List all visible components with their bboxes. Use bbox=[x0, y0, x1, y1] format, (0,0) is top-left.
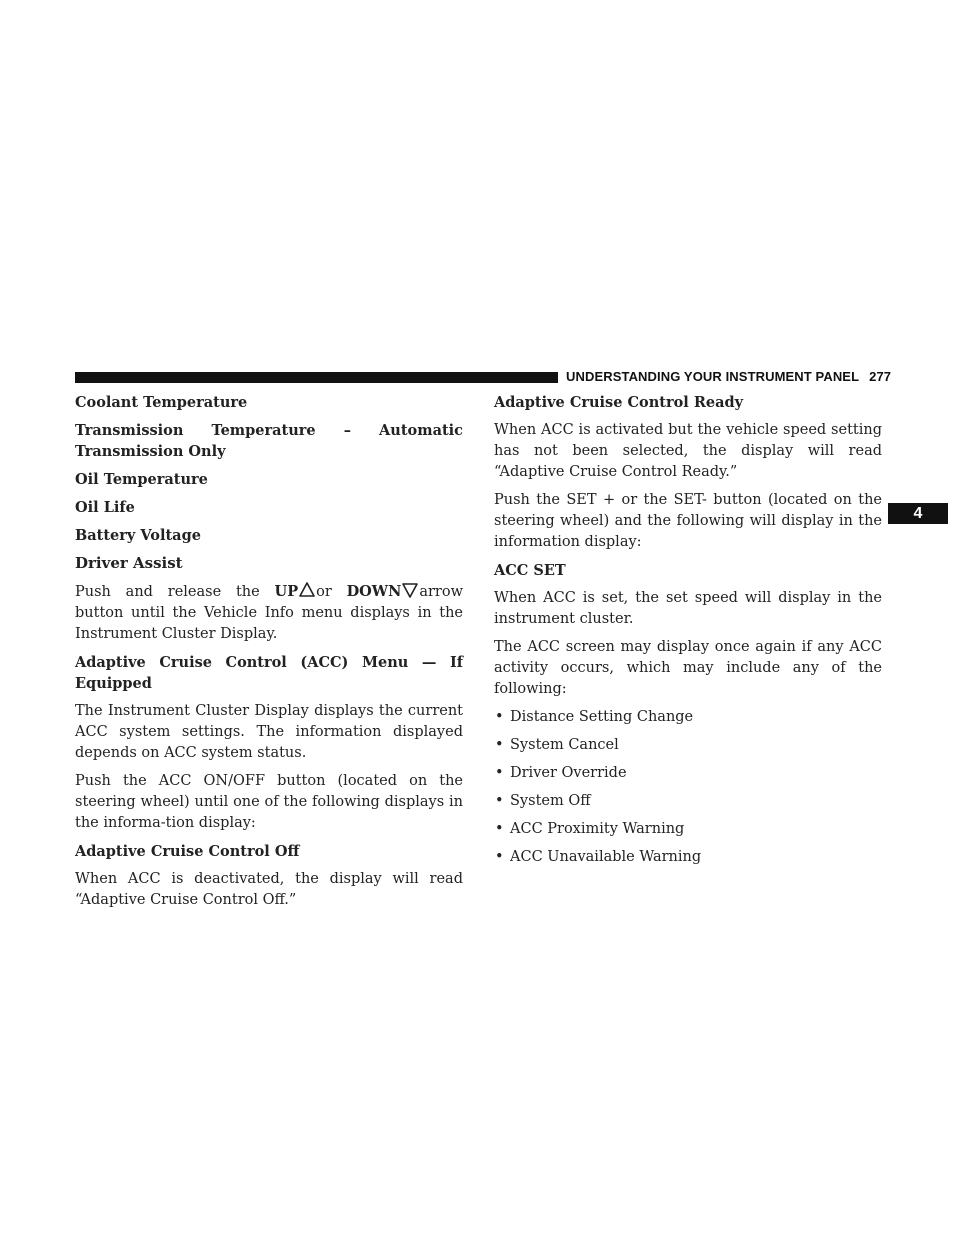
running-header bbox=[566, 369, 891, 384]
acc-ready-text: When ACC is activated but the vehicle speed setting has not been selected, the display will read “Adaptive Cruise Control Ready.” bbox=[494, 422, 882, 480]
list-item-text: Distance Setting Change bbox=[510, 709, 694, 725]
acc-menu-heading: Adaptive Cruise Control (ACC) Menu — If Equipped bbox=[75, 654, 463, 692]
driver-assist-heading: Driver Assist bbox=[75, 554, 183, 572]
chapter-tab: 4 bbox=[888, 503, 948, 524]
push-rest: arrow button until the Vehicle Info menu displays in the Instrument Cluster Display. bbox=[75, 584, 463, 642]
up-arrow-outline-icon bbox=[298, 581, 316, 599]
bullet: • bbox=[495, 849, 504, 865]
list-item bbox=[494, 791, 882, 812]
acc-activity-list bbox=[494, 707, 882, 868]
push-intro: Push and release the bbox=[75, 584, 260, 600]
transmission-heading: Transmission Temperature – Automatic Transmission Only bbox=[75, 422, 463, 460]
battery-heading: Battery Voltage bbox=[75, 527, 201, 544]
or-word: or bbox=[316, 584, 332, 600]
bullet: • bbox=[495, 765, 504, 781]
acc-menu-text: The Instrument Cluster Display displays the current ACC system settings. The information displayed depends on ACC system status. bbox=[75, 703, 463, 761]
bullet: • bbox=[495, 737, 504, 753]
list-item-text: ACC Proximity Warning bbox=[510, 821, 685, 837]
oil-life-heading: Oil Life bbox=[75, 499, 135, 516]
acc-push-text: Push the ACC ON/OFF button (located on the steering wheel) until one of the following displays in the informa-tion display: bbox=[75, 773, 463, 831]
section-title: UNDERSTANDING YOUR INSTRUMENT PANEL bbox=[566, 369, 860, 384]
left-column bbox=[75, 392, 463, 918]
page-number: 277 bbox=[869, 369, 892, 384]
list-item-text: Driver Override bbox=[510, 765, 627, 781]
list-item-text: ACC Unavailable Warning bbox=[510, 849, 702, 865]
acc-set-text: When ACC is set, the set speed will display in the instrument cluster. bbox=[494, 590, 882, 627]
list-item bbox=[494, 707, 882, 728]
list-item-text: System Off bbox=[510, 793, 591, 809]
acc-set-heading: ACC SET bbox=[494, 562, 566, 579]
list-item bbox=[494, 735, 882, 756]
down-label: DOWN bbox=[346, 583, 402, 600]
acc-off-text: When ACC is deactivated, the display will read “Adaptive Cruise Control Off.” bbox=[75, 871, 463, 908]
list-item bbox=[494, 819, 882, 840]
up-label: UP bbox=[274, 583, 299, 600]
acc-ready-heading: Adaptive Cruise Control Ready bbox=[494, 394, 744, 411]
list-item bbox=[494, 763, 882, 784]
bullet: • bbox=[495, 821, 504, 837]
list-item bbox=[494, 847, 882, 868]
header-rule bbox=[75, 372, 558, 383]
bullet: • bbox=[495, 793, 504, 809]
set-push-text: Push the SET + or the SET- button (located on the steering wheel) and the following will display in the information display: bbox=[494, 492, 882, 550]
list-item-text: System Cancel bbox=[510, 737, 619, 753]
right-column bbox=[494, 392, 882, 875]
acc-screen-text: The ACC screen may display once again if any ACC activity occurs, which may include any of the following: bbox=[494, 639, 882, 697]
bullet: • bbox=[495, 709, 504, 725]
down-arrow-outline-icon bbox=[401, 581, 419, 599]
push-instruction bbox=[75, 581, 463, 645]
oil-temp-heading: Oil Temperature bbox=[75, 471, 208, 488]
coolant-heading: Coolant Temperature bbox=[75, 394, 248, 411]
acc-off-heading: Adaptive Cruise Control Off bbox=[75, 843, 300, 860]
